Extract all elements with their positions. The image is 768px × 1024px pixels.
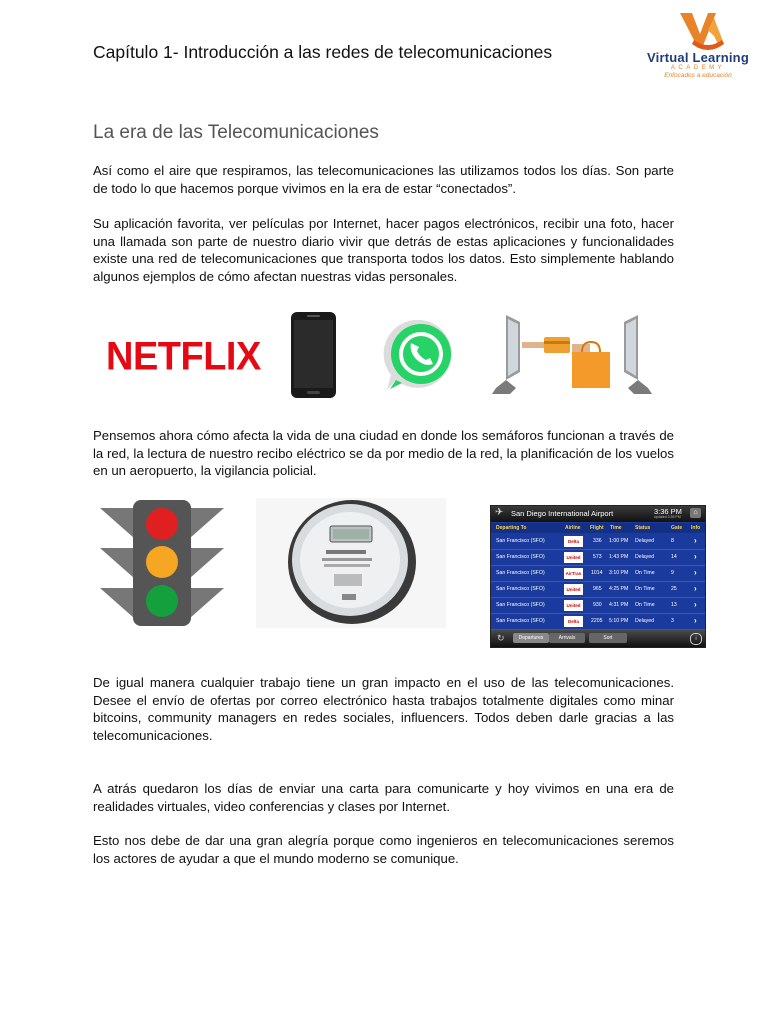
logo-name: Virtual Learning	[647, 50, 749, 65]
col-departing: Departing To	[496, 525, 527, 531]
board-updated: updated 3:36 PM	[654, 515, 681, 519]
sort-button[interactable]: Sort	[589, 633, 627, 643]
refresh-icon[interactable]: ↻	[497, 633, 505, 643]
chapter-title: Capítulo 1- Introducción a las redes de telecomunicaciones	[93, 42, 553, 62]
row-flight: 965	[593, 586, 602, 592]
row-time: 5:10 PM	[609, 618, 629, 624]
arrivals-button[interactable]: Arrivals	[549, 633, 585, 643]
row-flight: 573	[593, 554, 602, 560]
col-status: Status	[635, 525, 651, 531]
col-info: Info	[691, 525, 701, 531]
row-dest: San Francisco (SFO)	[496, 586, 545, 592]
logo-slogan: Enfocados a educación	[664, 72, 732, 79]
whatsapp-icon	[382, 316, 460, 394]
row-gate: 8	[671, 538, 674, 544]
home-icon[interactable]: ⌂	[690, 508, 701, 518]
row-time: 4:31 PM	[609, 602, 629, 608]
row-time: 4:25 PM	[609, 586, 629, 592]
table-row	[491, 550, 705, 566]
row-dest: San Francisco (SFO)	[496, 538, 545, 544]
row-time: 1:43 PM	[609, 554, 629, 560]
airline-logo: United	[564, 600, 583, 611]
airline-logo: United	[564, 584, 583, 595]
virtual-learning-logo	[630, 10, 766, 82]
row-dest: San Francisco (SFO)	[496, 570, 545, 576]
row-dest: San Francisco (SFO)	[496, 618, 545, 624]
table-row	[491, 598, 705, 614]
row-status: On Time	[635, 570, 655, 576]
board-title: San Diego International Airport	[511, 509, 614, 518]
row-time: 1:00 PM	[609, 538, 629, 544]
row-gate: 3	[671, 618, 674, 624]
row-status: On Time	[635, 602, 655, 608]
row-flight: 1014	[591, 570, 603, 576]
row-gate: 25	[671, 586, 677, 592]
departures-button[interactable]: Departures	[513, 633, 549, 643]
row-flight: 2205	[591, 618, 603, 624]
paragraph-1: Así como el aire que respiramos, las telecomunicaciones las utilizamos todos los días. Son parte de todo lo que hacemos porque vivimos en la era de estar “conectados”.	[93, 163, 674, 196]
paragraph-5: A atrás quedaron los días de enviar una carta para comunicarte y hoy vivimos en una era de realidades virtuales, video conferencias y clases por Internet.	[93, 781, 674, 814]
row-gate: 9	[671, 570, 674, 576]
chevron-right-icon[interactable]: ›	[694, 552, 697, 561]
airline-logo: Delta	[564, 616, 583, 627]
chevron-right-icon[interactable]: ›	[694, 536, 697, 545]
info-icon[interactable]: i	[690, 633, 702, 645]
airline-logo: AirTran	[564, 568, 583, 579]
board-time: 3:36 PM	[654, 507, 682, 516]
board-rows	[491, 534, 705, 630]
row-flight: 336	[593, 538, 602, 544]
table-row	[491, 566, 705, 582]
row-status: Delayed	[635, 554, 655, 560]
row-gate: 14	[671, 554, 677, 560]
chevron-right-icon[interactable]: ›	[694, 584, 697, 593]
airport-departures-board	[490, 505, 706, 648]
paragraph-4: De igual manera cualquier trabajo tiene un gran impacto en el uso de las telecomunicaciones. Desee el envío de ofertas por correo electrónico hasta trabajos totalmente digitales como minar bitcoins, community managers en redes sociales, influencers. Todos deben darle gracias a las telecomunicaciones.	[93, 675, 674, 743]
row-dest: San Francisco (SFO)	[496, 554, 545, 560]
chevron-right-icon[interactable]: ›	[694, 568, 697, 577]
plane-icon: ✈	[495, 507, 504, 518]
row-gate: 13	[671, 602, 677, 608]
paragraph-3: Pensemos ahora cómo afecta la vida de una ciudad en donde los semáforos funcionan a través de la red, la lectura de nuestro recibo eléctrico se da por medio de la red, la planificación de los vuelos en un aeropuerto, la vigilancia policial.	[93, 428, 674, 479]
logo-tagline: ACADEMY	[670, 65, 726, 71]
chevron-right-icon[interactable]: ›	[694, 600, 697, 609]
airline-logo: United	[564, 552, 583, 563]
col-airline: Airline	[565, 525, 581, 531]
col-gate: Gate	[671, 525, 683, 531]
table-row	[491, 582, 705, 598]
row-time: 3:10 PM	[609, 570, 629, 576]
traffic-light-icon	[100, 498, 224, 628]
table-row	[491, 534, 705, 550]
board-header	[491, 523, 705, 533]
vl-logo-icon	[678, 10, 726, 50]
ecommerce-payment-icon	[486, 310, 658, 400]
chevron-right-icon[interactable]: ›	[694, 616, 697, 625]
paragraph-2: Su aplicación favorita, ver películas por Internet, hacer pagos electrónicos, recibir una foto, hacer una llamada son parte de nuestro diario vivir que detrás de estas aplicaciones y funcionalidades existe una red de telecomunicaciones que transporta todos los datos. Esto simplemente hablando algunos ejemplos de cómo afectan nuestras vidas personales.	[93, 216, 674, 284]
row-status: Delayed	[635, 538, 655, 544]
section-title: La era de las Telecomunicaciones	[93, 122, 379, 143]
row-dest: San Francisco (SFO)	[496, 602, 545, 608]
row-status: Delayed	[635, 618, 655, 624]
airline-logo: Delta	[564, 536, 583, 547]
netflix-logo: NETFLIX	[106, 334, 261, 380]
col-flight: Flight	[590, 525, 604, 531]
paragraph-6: Esto nos debe de dar una gran alegría porque como ingenieros en telecomunicaciones seremos los actores de ayudar a que el mundo moderno se comunique.	[93, 833, 674, 866]
smartphone-icon	[290, 311, 337, 399]
row-flight: 930	[593, 602, 602, 608]
table-row	[491, 614, 705, 630]
row-status: On Time	[635, 586, 655, 592]
board-toolbar	[491, 630, 705, 647]
electric-meter-image	[256, 498, 446, 628]
col-time: Time	[610, 525, 622, 531]
